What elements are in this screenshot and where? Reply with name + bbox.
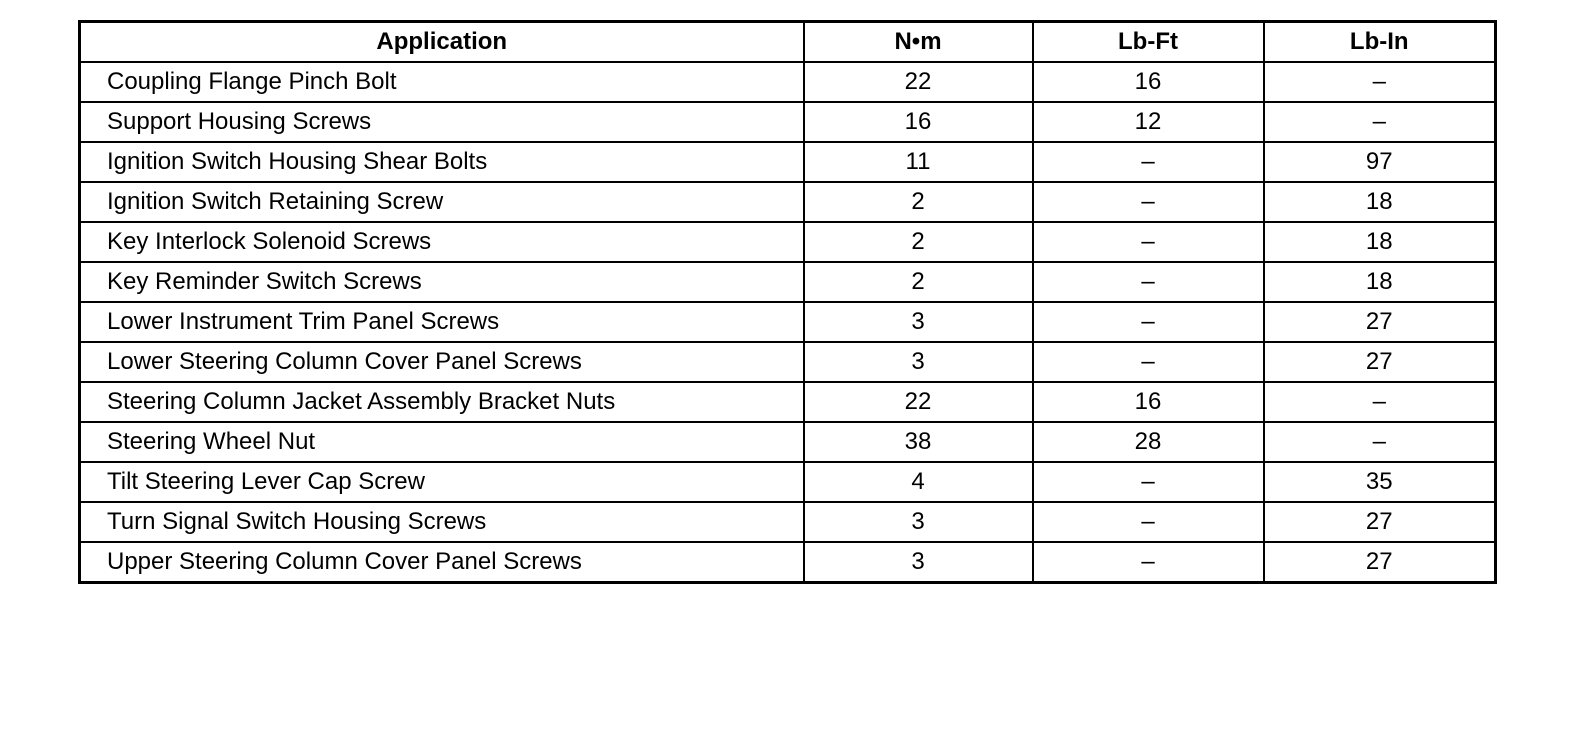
newton-meters-cell: 2 [804, 222, 1033, 262]
table-row [80, 302, 1496, 342]
table-row [80, 62, 1496, 102]
table-row [80, 222, 1496, 262]
table-row [80, 542, 1496, 583]
pound-inches-cell: 18 [1264, 262, 1496, 302]
application-cell: Steering Wheel Nut [80, 422, 804, 462]
table-row [80, 262, 1496, 302]
newton-meters-cell: 38 [804, 422, 1033, 462]
pound-feet-cell: – [1033, 262, 1264, 302]
torque-specifications-table [78, 20, 1497, 584]
header-application: Application [80, 22, 804, 63]
newton-meters-cell: 2 [804, 262, 1033, 302]
pound-feet-cell: – [1033, 462, 1264, 502]
pound-feet-cell: – [1033, 542, 1264, 583]
application-cell: Support Housing Screws [80, 102, 804, 142]
pound-inches-cell: – [1264, 382, 1496, 422]
application-cell: Lower Steering Column Cover Panel Screws [80, 342, 804, 382]
pound-inches-cell: 27 [1264, 542, 1496, 583]
application-cell: Ignition Switch Housing Shear Bolts [80, 142, 804, 182]
application-cell: Tilt Steering Lever Cap Screw [80, 462, 804, 502]
newton-meters-cell: 3 [804, 302, 1033, 342]
newton-meters-cell: 3 [804, 342, 1033, 382]
application-cell: Turn Signal Switch Housing Screws [80, 502, 804, 542]
pound-feet-cell: – [1033, 222, 1264, 262]
application-cell: Upper Steering Column Cover Panel Screws [80, 542, 804, 583]
table-header-row [80, 22, 1496, 63]
pound-feet-cell: – [1033, 142, 1264, 182]
pound-inches-cell: 27 [1264, 502, 1496, 542]
pound-feet-cell: 16 [1033, 382, 1264, 422]
pound-inches-cell: 18 [1264, 222, 1496, 262]
pound-feet-cell: 16 [1033, 62, 1264, 102]
newton-meters-cell: 3 [804, 542, 1033, 583]
pound-inches-cell: 18 [1264, 182, 1496, 222]
application-cell: Steering Column Jacket Assembly Bracket Nuts [80, 382, 804, 422]
table-row [80, 102, 1496, 142]
pound-inches-cell: 35 [1264, 462, 1496, 502]
application-cell: Key Interlock Solenoid Screws [80, 222, 804, 262]
header-pound-inches: Lb-In [1264, 22, 1496, 63]
newton-meters-cell: 22 [804, 382, 1033, 422]
newton-meters-cell: 16 [804, 102, 1033, 142]
application-cell: Key Reminder Switch Screws [80, 262, 804, 302]
pound-inches-cell: – [1264, 62, 1496, 102]
pound-feet-cell: – [1033, 502, 1264, 542]
application-cell: Lower Instrument Trim Panel Screws [80, 302, 804, 342]
pound-inches-cell: 97 [1264, 142, 1496, 182]
table-row [80, 342, 1496, 382]
table-row [80, 182, 1496, 222]
table-row [80, 462, 1496, 502]
pound-inches-cell: 27 [1264, 342, 1496, 382]
newton-meters-cell: 2 [804, 182, 1033, 222]
pound-feet-cell: – [1033, 302, 1264, 342]
application-cell: Coupling Flange Pinch Bolt [80, 62, 804, 102]
pound-inches-cell: 27 [1264, 302, 1496, 342]
table-row [80, 502, 1496, 542]
header-pound-feet: Lb-Ft [1033, 22, 1264, 63]
pound-feet-cell: – [1033, 342, 1264, 382]
table-row [80, 422, 1496, 462]
pound-inches-cell: – [1264, 102, 1496, 142]
header-newton-meters: N•m [804, 22, 1033, 63]
newton-meters-cell: 11 [804, 142, 1033, 182]
newton-meters-cell: 3 [804, 502, 1033, 542]
newton-meters-cell: 22 [804, 62, 1033, 102]
table-body [80, 62, 1496, 583]
pound-feet-cell: 28 [1033, 422, 1264, 462]
application-cell: Ignition Switch Retaining Screw [80, 182, 804, 222]
pound-feet-cell: – [1033, 182, 1264, 222]
newton-meters-cell: 4 [804, 462, 1033, 502]
table-row [80, 142, 1496, 182]
table-row [80, 382, 1496, 422]
pound-feet-cell: 12 [1033, 102, 1264, 142]
pound-inches-cell: – [1264, 422, 1496, 462]
